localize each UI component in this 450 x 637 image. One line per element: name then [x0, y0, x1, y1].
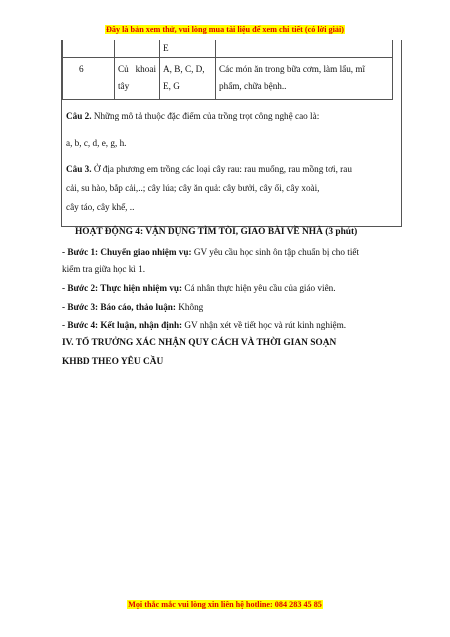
section-4-line: IV. TỔ TRƯỞNG XÁC NHẬN QUY CÁCH VÀ THỜI GIAN SOẠN [62, 338, 337, 348]
table-cell: E [160, 40, 216, 58]
step-1-line: kiểm tra giữa học kì 1. [62, 264, 146, 274]
plant-name-line: Củ khoai [118, 64, 156, 74]
uses-cell [216, 58, 393, 100]
question-2-label: Câu 2. [66, 111, 92, 121]
row-number-cell [63, 58, 115, 100]
hotline-banner [0, 600, 450, 609]
groups-line: A, B, C, D, [163, 64, 205, 74]
preview-notice-banner [0, 25, 450, 34]
step-3 [62, 299, 392, 316]
section-4-heading [62, 334, 336, 371]
step-1 [62, 244, 392, 278]
table-cell [216, 40, 393, 58]
step-2-text: Cá nhân thực hiện yêu cầu của giáo viên. [182, 283, 336, 293]
preview-notice-text: Đây là bản xem thử, vui lòng mua tài liệu để xem chi tiết (có lời giải) [105, 25, 344, 34]
hotline-text: Mọi thắc mắc vui lòng xin liên hệ hotline: 084 283 45 85 [128, 600, 322, 609]
question-3-line: cây táo, cây khế, .. [66, 202, 135, 212]
question-2-answer: a, b, c, d, e, g, h. [66, 138, 127, 148]
question-3 [66, 160, 401, 217]
groups-cell [160, 58, 216, 100]
step-1-line [62, 244, 392, 261]
food-table [62, 40, 393, 100]
step-4-text: GV nhận xét về tiết học và rút kinh nghiệm. [182, 320, 347, 330]
step-4 [62, 317, 392, 334]
question-2 [66, 107, 401, 126]
plant-name-line: tây [118, 81, 130, 91]
step-3-label: - Bước 3: Báo cáo, thảo luận: [62, 302, 176, 312]
question-3-label: Câu 3. [66, 164, 92, 174]
groups-line: E, G [163, 81, 180, 91]
activity-4-title: HOẠT ĐỘNG 4: VẬN DỤNG TÌM TÒI, GIAO BÀI VỀ NHÀ (3 phút) [75, 227, 358, 237]
step-2 [62, 280, 392, 297]
section-4-line: KHBD THEO YÊU CẦU [62, 357, 164, 367]
plant-name-cell [115, 58, 160, 100]
question-3-text: Ở địa phương em trồng các loại cây rau: rau muống, rau mồng tơi, rau [91, 164, 352, 174]
table-row [63, 58, 393, 100]
row-number: 6 [79, 64, 84, 74]
step-1-label: - Bước 1: Chuyển giao nhiệm vụ: [62, 247, 192, 257]
question-3-line [66, 160, 401, 179]
step-2-label: - Bước 2: Thực hiện nhiệm vụ: [62, 283, 183, 293]
question-3-line: cải, su hào, bắp cải,..; cây lúa; cây ăn quả: cây bưởi, cây ổi, cây xoài, [66, 183, 320, 193]
question-2-text: Những mô tả thuộc đặc điểm của trồng trọt công nghệ cao là: [91, 111, 320, 121]
answer-box [61, 40, 402, 227]
step-3-text: Không [175, 302, 204, 312]
uses-line: Các món ăn trong bữa cơm, làm lẩu, mĩ [219, 64, 366, 74]
uses-line: phẩm, chữa bệnh.. [219, 81, 287, 91]
step-4-label: - Bước 4: Kết luận, nhận định: [62, 320, 183, 330]
table-row [63, 40, 393, 58]
step-1-text: GV yêu cầu học sinh ôn tập chuẩn bị cho tiết [191, 247, 360, 257]
table-cell [115, 40, 160, 58]
table-cell [63, 40, 115, 58]
